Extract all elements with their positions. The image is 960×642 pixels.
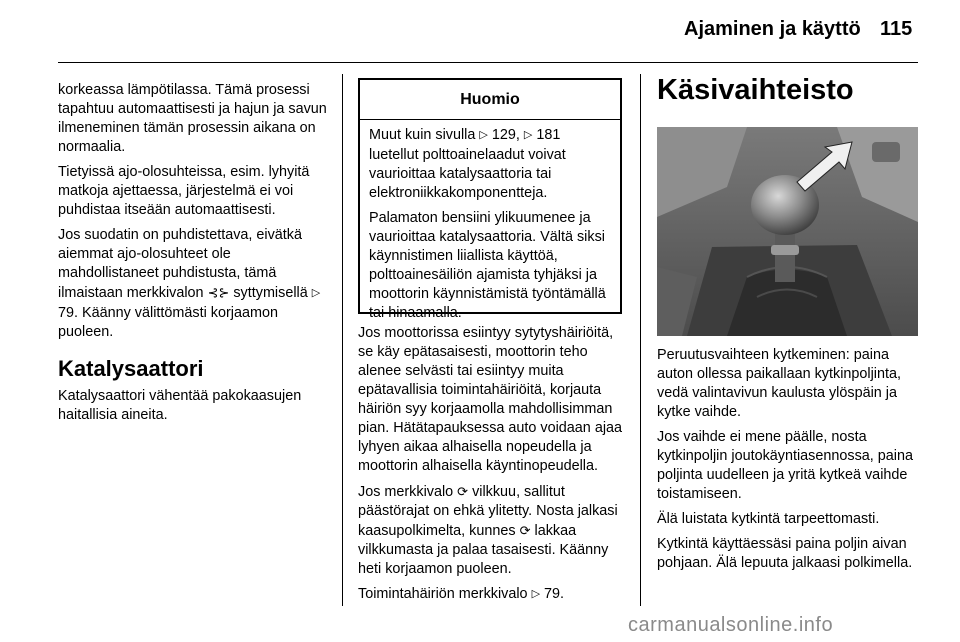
page-header-title: Ajaminen ja käyttö: [684, 18, 861, 40]
paragraph: Tietyissä ajo-olosuhteissa, esim. lyhyitä matkoja ajettaessa, järjestelmä ei voi puhdistaa itseään automaattisesti.: [58, 164, 310, 218]
column-divider-left: [342, 74, 343, 606]
section-title-manual-transmission: Käsivaihteisto: [657, 74, 854, 106]
header-rule: [58, 62, 918, 63]
paragraph: Kytkintä käyttäessäsi paina poljin aivan pohjaan. Älä lepuuta jalkaasi polkimella.: [657, 536, 913, 571]
paragraph: Jos moottorissa esiintyy sytytyshäiriöitä, se käy epätasaisesti, moottorin teho alenee selvästi tai esiintyy muita epätavallisia toimintahäiriöitä, korjauta häiriön syy korjaamolla mahdollisimman pian. Hätätapauksessa auto voidaan ajaa lyhyen aikaa alhaisella nopeudella ja moottorin alhaisella käyntinopeudella.: [358, 325, 623, 474]
watermark: carmanualsonline.info: [628, 614, 834, 636]
section-title-catalytic-converter: Katalysaattori: [58, 356, 204, 381]
engine-warning-icon: ⟳: [457, 484, 469, 499]
diesel-filter-warning-icon: ⊰⊱: [207, 285, 230, 300]
notice-paragraph: Muut kuin sivulla ▷ 129, ▷ 181 luetellut polttoainelaadut voivat vaurioittaa katalysaattoria tai elektroniikkakomponentteja.: [369, 127, 566, 201]
paragraph: Älä luistata kytkintä tarpeettomasti.: [657, 511, 880, 527]
notice-paragraph: Palamaton bensiini ylikuumenee ja vaurioittaa katalysaattoria. Vältä siksi käynnistimen liiallista käyttöä, polttoainesäiliön ajamista tyhjäksi ja moottorin käynnistämistä työntämällä tai hinaamalla.: [369, 210, 606, 321]
paragraph: Toimintahäiriön merkkivalo ▷ 79.: [358, 586, 565, 602]
column-divider-right: [640, 74, 641, 606]
paragraph: korkeassa lämpötilassa. Tämä prosessi tapahtuu automaattisesti ja hajun ja savun ilmeneminen tämän prosessin aikana on normaalia.: [58, 82, 327, 155]
page-number: 115: [880, 18, 913, 40]
page-reference-arrow-icon: ▷: [311, 287, 321, 299]
page-reference-arrow-icon: ▷: [523, 129, 533, 141]
page-reference-arrow-icon: ▷: [531, 588, 541, 600]
engine-warning-icon: ⟳: [519, 523, 531, 538]
page-reference-arrow-icon: ▷: [479, 129, 488, 141]
paragraph: Katalysaattori vähentää pakokaasujen haitallisia aineita.: [58, 388, 302, 423]
gear-lever-photo: [657, 127, 918, 336]
paragraph: Jos merkkivalo ⟳ vilkkuu, sallitut päästörajat on ehkä ylitetty. Nosta jalkasi kaasupolkimelta, kunnes ⟳ lakkaa vilkkumasta ja palaa tasaisesti. Käänny heti korjaamon puoleen.: [358, 484, 618, 577]
column-2: [358, 324, 626, 611]
gear-lever-illustration: [657, 127, 918, 336]
paragraph: Jos vaihde ei mene päälle, nosta kytkinpoljin joutokäyntiasennossa, paina poljinta uudelleen ja yritä kytkeä vaihde toistamiseen.: [657, 429, 913, 502]
paragraph: Peruutusvaihteen kytkeminen: paina auton ollessa paikallaan kytkinpoljinta, vedä valintavivun kaulusta ylöspäin ja kytke vaihde.: [657, 347, 901, 420]
notice-title: Huomio: [360, 80, 620, 120]
column-1: [58, 81, 328, 431]
paragraph: Jos suodatin on puhdistettava, eivätkä aiemmat ajo-olosuhteet ole mahdollistaneet puhdistusta, tämä ilmaistaan merkkivalon ⊰⊱ syttymisellä ▷ 79. Käänny välittömästi korjaamon puoleen.: [58, 227, 321, 340]
column-3: [657, 346, 925, 579]
notice-box: [358, 78, 622, 321]
